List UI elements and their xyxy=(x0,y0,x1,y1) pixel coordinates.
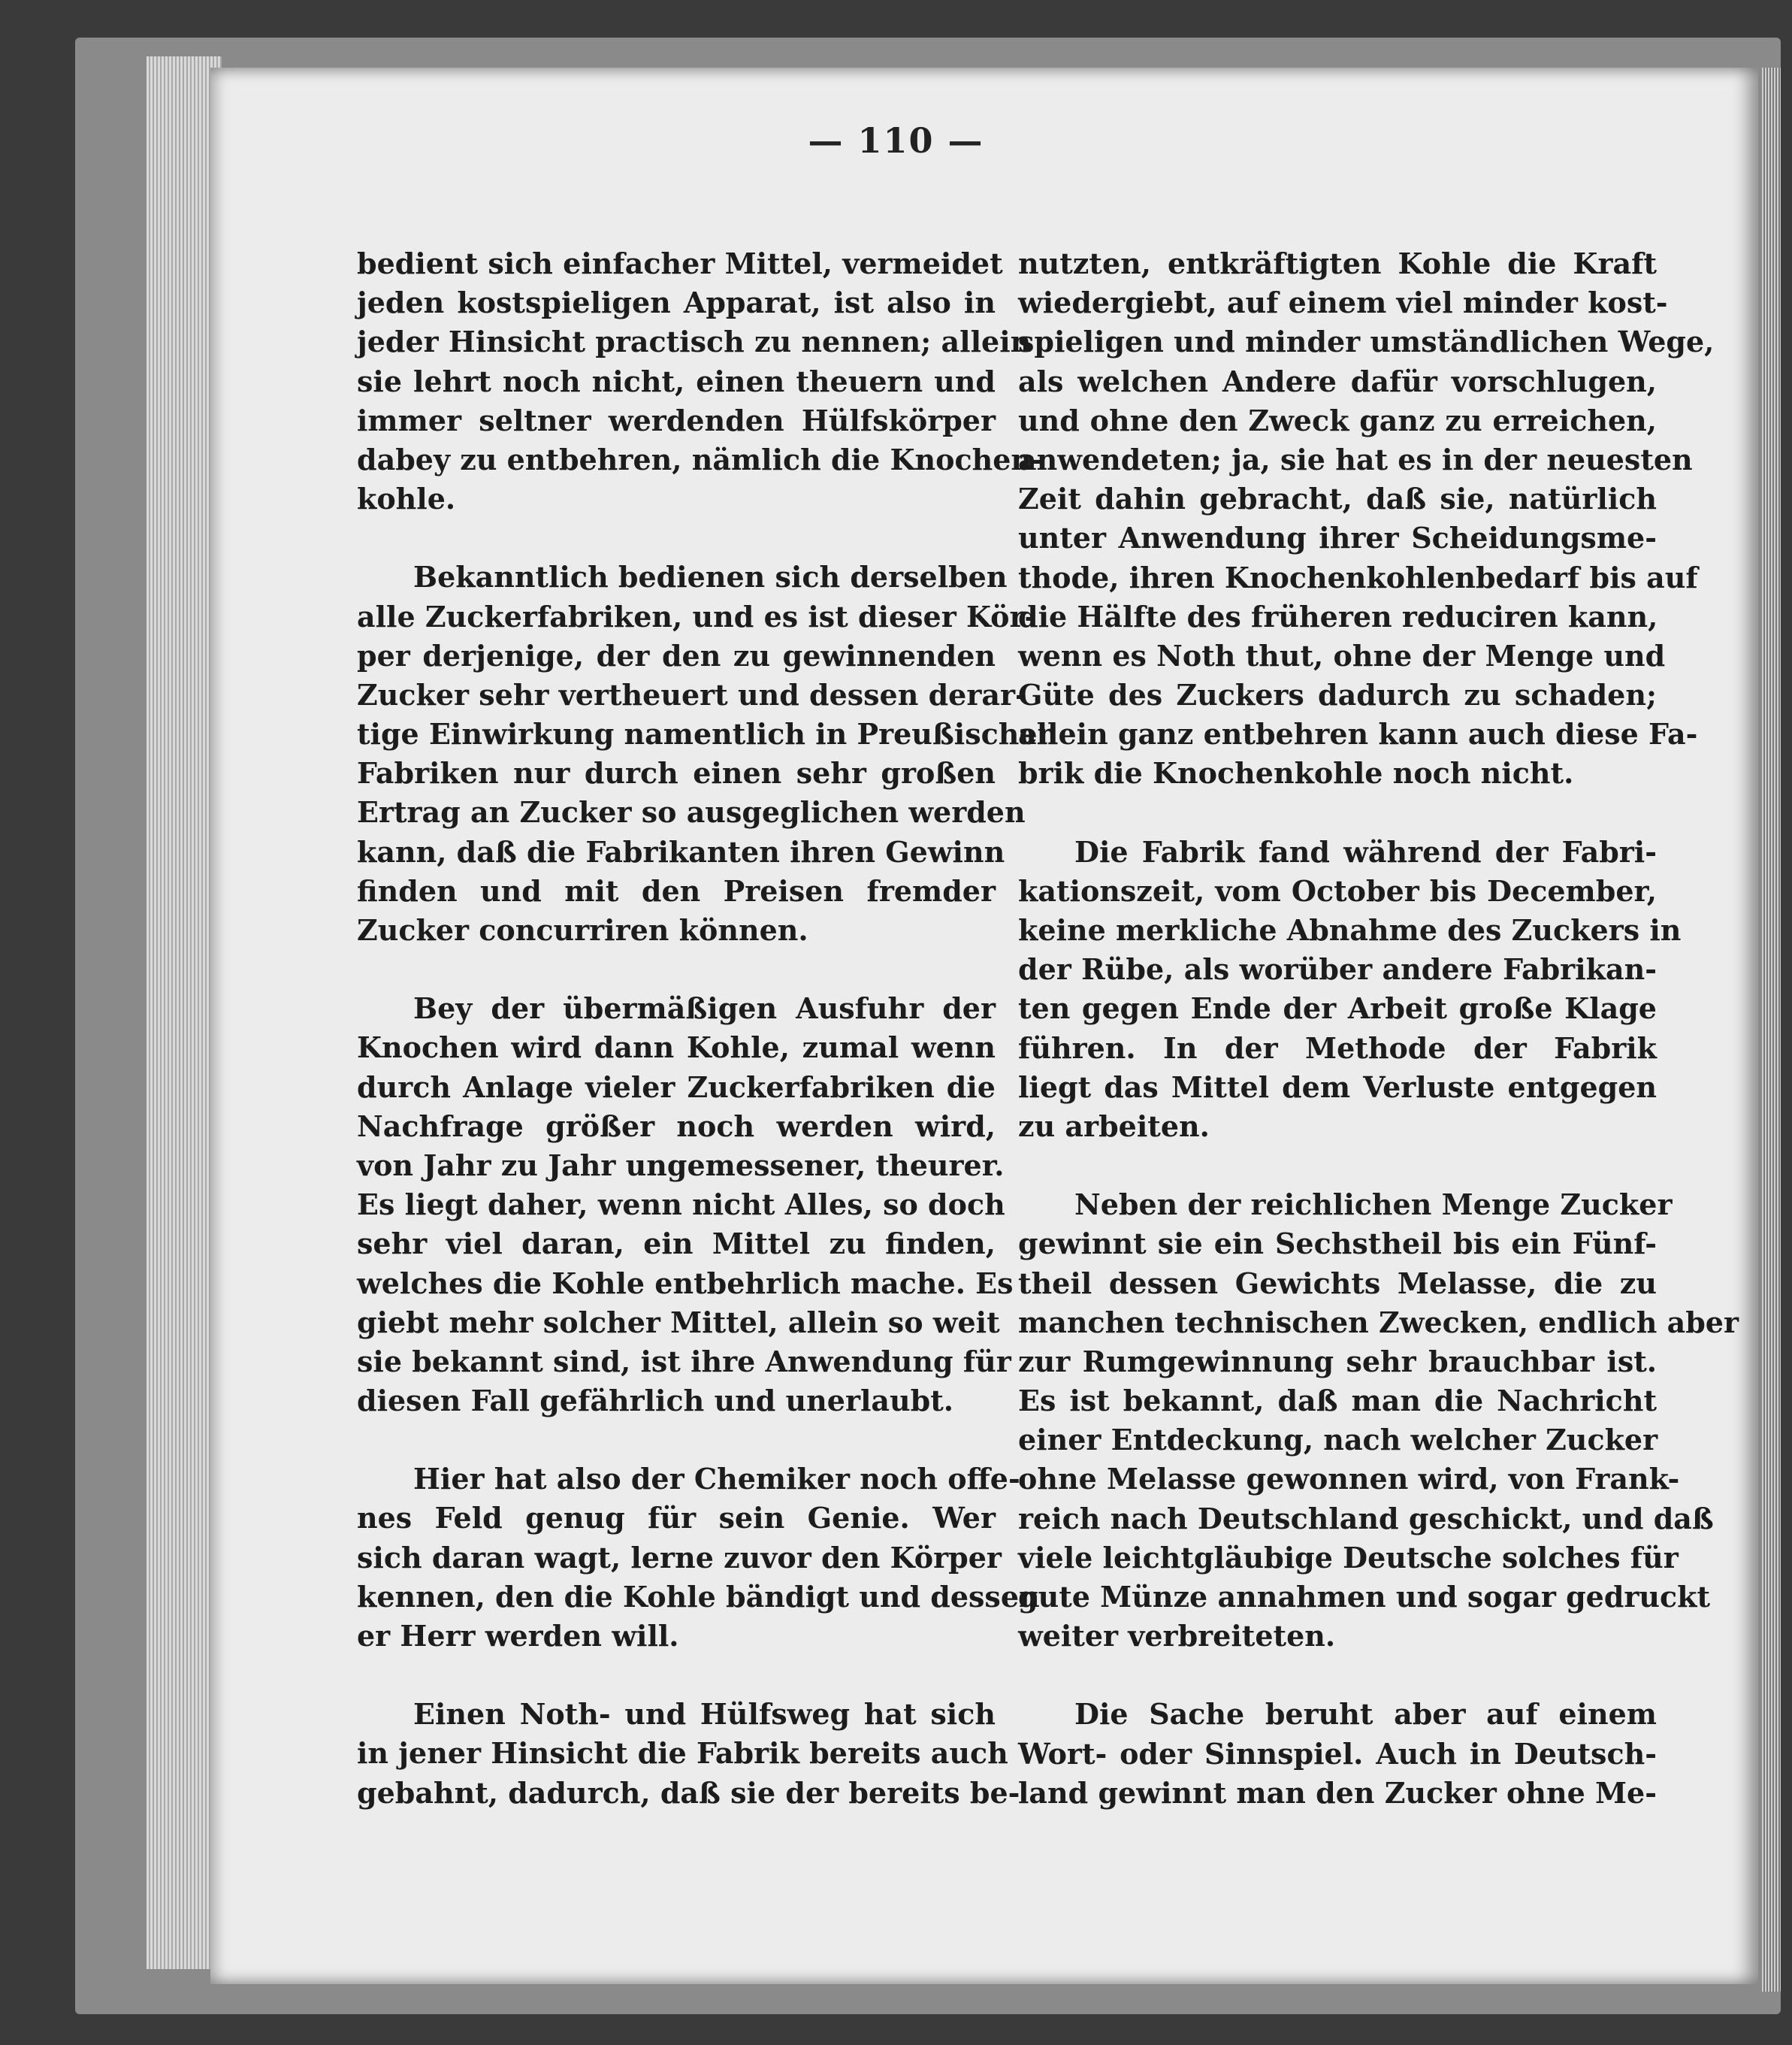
text-line: weiter verbreiteten. xyxy=(1018,1619,1336,1653)
paragraph xyxy=(357,1460,1040,1656)
text-line: Fabriken nur durch einen sehr großen xyxy=(357,756,996,791)
text-line: Hier hat also der Chemiker noch offe- xyxy=(413,1462,1020,1496)
text-line: dabey zu entbehren, nämlich die Knochen- xyxy=(357,442,1044,476)
text-line: thode, ihren Knochenkohlenbedarf bis auf xyxy=(1018,560,1698,594)
text-line: sie lehrt noch nicht, einen theuern und xyxy=(357,364,996,398)
paragraph xyxy=(1018,833,1682,1147)
text-line: Knochen wird dann Kohle, zumal wenn xyxy=(357,1030,996,1065)
text-line: die Hälfte des früheren reduciren kann, xyxy=(1018,599,1658,634)
text-line: liegt das Mittel dem Verluste entgegen xyxy=(1018,1069,1657,1104)
text-line: anwendeten; ja, sie hat es in der neuesten xyxy=(1018,442,1693,476)
text-line: unter Anwendung ihrer Scheidungsme- xyxy=(1018,521,1657,555)
text-line: Die Fabrik fand während der Fabri- xyxy=(1074,834,1657,869)
text-line: zur Rumgewinnung sehr brauchbar ist. xyxy=(1018,1344,1657,1378)
text-line: sie bekannt sind, ist ihre Anwendung für xyxy=(357,1344,1011,1378)
text-line: führen. In der Methode der Fabrik xyxy=(1018,1030,1657,1065)
text-line: finden und mit den Preisen fremder xyxy=(357,873,996,908)
text-line: zu arbeiten. xyxy=(1018,1109,1210,1143)
text-line: Neben der reichlichen Menge Zucker xyxy=(1074,1187,1673,1222)
text-line: Zeit dahin gebracht, daß sie, natürlich xyxy=(1018,482,1657,516)
text-line: jeden kostspieligen Apparat, ist also in xyxy=(357,286,996,320)
text-line: kann, daß die Fabrikanten ihren Gewinn xyxy=(357,834,1005,869)
paragraph xyxy=(357,989,1014,1420)
text-line: als welchen Andere dafür vorschlugen, xyxy=(1018,364,1657,398)
text-line: von Jahr zu Jahr ungemessener, theurer. xyxy=(357,1148,1005,1182)
text-line: ohne Melasse gewonnen wird, von Frank- xyxy=(1018,1462,1680,1496)
text-line: tige Einwirkung namentlich in Preußischen xyxy=(357,717,1059,752)
text-line: gewinnt sie ein Sechstheil bis ein Fünf- xyxy=(1018,1227,1657,1261)
text-line: einer Entdeckung, nach welcher Zucker xyxy=(1018,1423,1658,1457)
text-line: nes Feld genug für sein Genie. Wer xyxy=(357,1501,996,1535)
paragraph xyxy=(1018,1185,1739,1656)
text-line: Zucker sehr vertheuert und dessen derar- xyxy=(357,677,1027,712)
text-line: Es ist bekannt, daß man die Nachricht xyxy=(1018,1384,1657,1418)
text-line: alle Zuckerfabriken, und es ist dieser Kör- xyxy=(357,599,1037,634)
text-line: Einen Noth- und Hülfsweg hat sich xyxy=(413,1697,996,1732)
paragraph xyxy=(1018,244,1715,794)
text-line: gebahnt, dadurch, daß sie der bereits be- xyxy=(357,1775,1020,1810)
text-line: kationszeit, vom October bis December, xyxy=(1018,873,1657,908)
paragraph xyxy=(1018,1695,1657,1813)
right-text-column xyxy=(1018,244,1739,1852)
text-line: er Herr werden will. xyxy=(357,1619,679,1653)
text-line: land gewinnt man den Zucker ohne Me- xyxy=(1018,1775,1657,1810)
text-line: Güte des Zuckers dadurch zu schaden; xyxy=(1018,678,1657,712)
text-line: und ohne den Zweck ganz zu erreichen, xyxy=(1018,403,1657,437)
text-line: theil dessen Gewichts Melasse, die zu xyxy=(1018,1266,1657,1300)
text-line: reich nach Deutschland geschickt, und daß xyxy=(1018,1501,1714,1535)
paragraph xyxy=(357,1695,1020,1813)
text-line: Die Sache beruht aber auf einem xyxy=(1074,1697,1657,1732)
text-line: durch Anlage vieler Zuckerfabriken die xyxy=(357,1069,996,1104)
text-line: giebt mehr solcher Mittel, allein so weit xyxy=(357,1305,1000,1339)
text-line: allein ganz entbehren kann auch diese Fa- xyxy=(1018,717,1698,752)
text-line: welches die Kohle entbehrlich mache. Es xyxy=(357,1266,1014,1300)
text-line: immer seltner werdenden Hülfskörper xyxy=(357,403,996,437)
text-line: manchen technischen Zwecken, endlich aber xyxy=(1018,1305,1739,1339)
paragraph xyxy=(357,558,1059,950)
text-line: per derjenige, der den zu gewinnenden xyxy=(357,638,996,673)
text-line: bedient sich einfacher Mittel, vermeidet xyxy=(357,247,1003,280)
text-line: nutzten, entkräftigten Kohle die Kraft xyxy=(1018,247,1657,280)
right-page-edges xyxy=(1762,68,1781,1992)
text-line: Zucker concurriren können. xyxy=(357,913,808,947)
text-line: der Rübe, als worüber andere Fabrikan- xyxy=(1018,952,1657,987)
text-line: Bekanntlich bedienen sich derselben xyxy=(413,560,1008,594)
paragraph xyxy=(357,244,1044,519)
text-line: gute Münze annahmen und sogar gedruckt xyxy=(1018,1580,1711,1614)
text-line: Ertrag an Zucker so ausgeglichen werden xyxy=(357,795,1026,830)
text-line: wiedergiebt, auf einem viel minder kost- xyxy=(1018,286,1668,320)
text-line: sich daran wagt, lerne zuvor den Körper xyxy=(357,1540,1002,1575)
text-line: sehr viel daran, ein Mittel zu finden, xyxy=(357,1227,996,1261)
text-line: viele leichtgläubige Deutsche solches für xyxy=(1018,1540,1679,1575)
left-text-column xyxy=(357,244,1059,1852)
text-line: diesen Fall gefährlich und unerlaubt. xyxy=(357,1384,954,1418)
text-line: ten gegen Ende der Arbeit große Klage xyxy=(1018,991,1657,1026)
text-line: Es liegt daher, wenn nicht Alles, so doch xyxy=(357,1187,1005,1222)
text-line: jeder Hinsicht practisch zu nennen; allein xyxy=(357,325,1032,359)
text-line: Nachfrage größer noch werden wird, xyxy=(357,1109,996,1143)
text-line: keine merkliche Abnahme des Zuckers in xyxy=(1018,913,1682,947)
text-line: Bey der übermäßigen Ausfuhr der xyxy=(413,991,996,1026)
page-number: — 110 — xyxy=(808,120,984,161)
text-line: Wort- oder Sinnspiel. Auch in Deutsch- xyxy=(1018,1736,1657,1771)
text-line: kennen, den die Kohle bändigt und dessen xyxy=(357,1579,1040,1614)
text-line: kohle. xyxy=(357,482,456,516)
text-line: wenn es Noth thut, ohne der Menge und xyxy=(1018,638,1666,673)
text-line: brik die Knochenkohle noch nicht. xyxy=(1018,756,1574,791)
text-line: in jener Hinsicht die Fabrik bereits auch xyxy=(357,1736,1008,1771)
text-line: spieligen und minder umständlichen Wege, xyxy=(1018,325,1715,359)
